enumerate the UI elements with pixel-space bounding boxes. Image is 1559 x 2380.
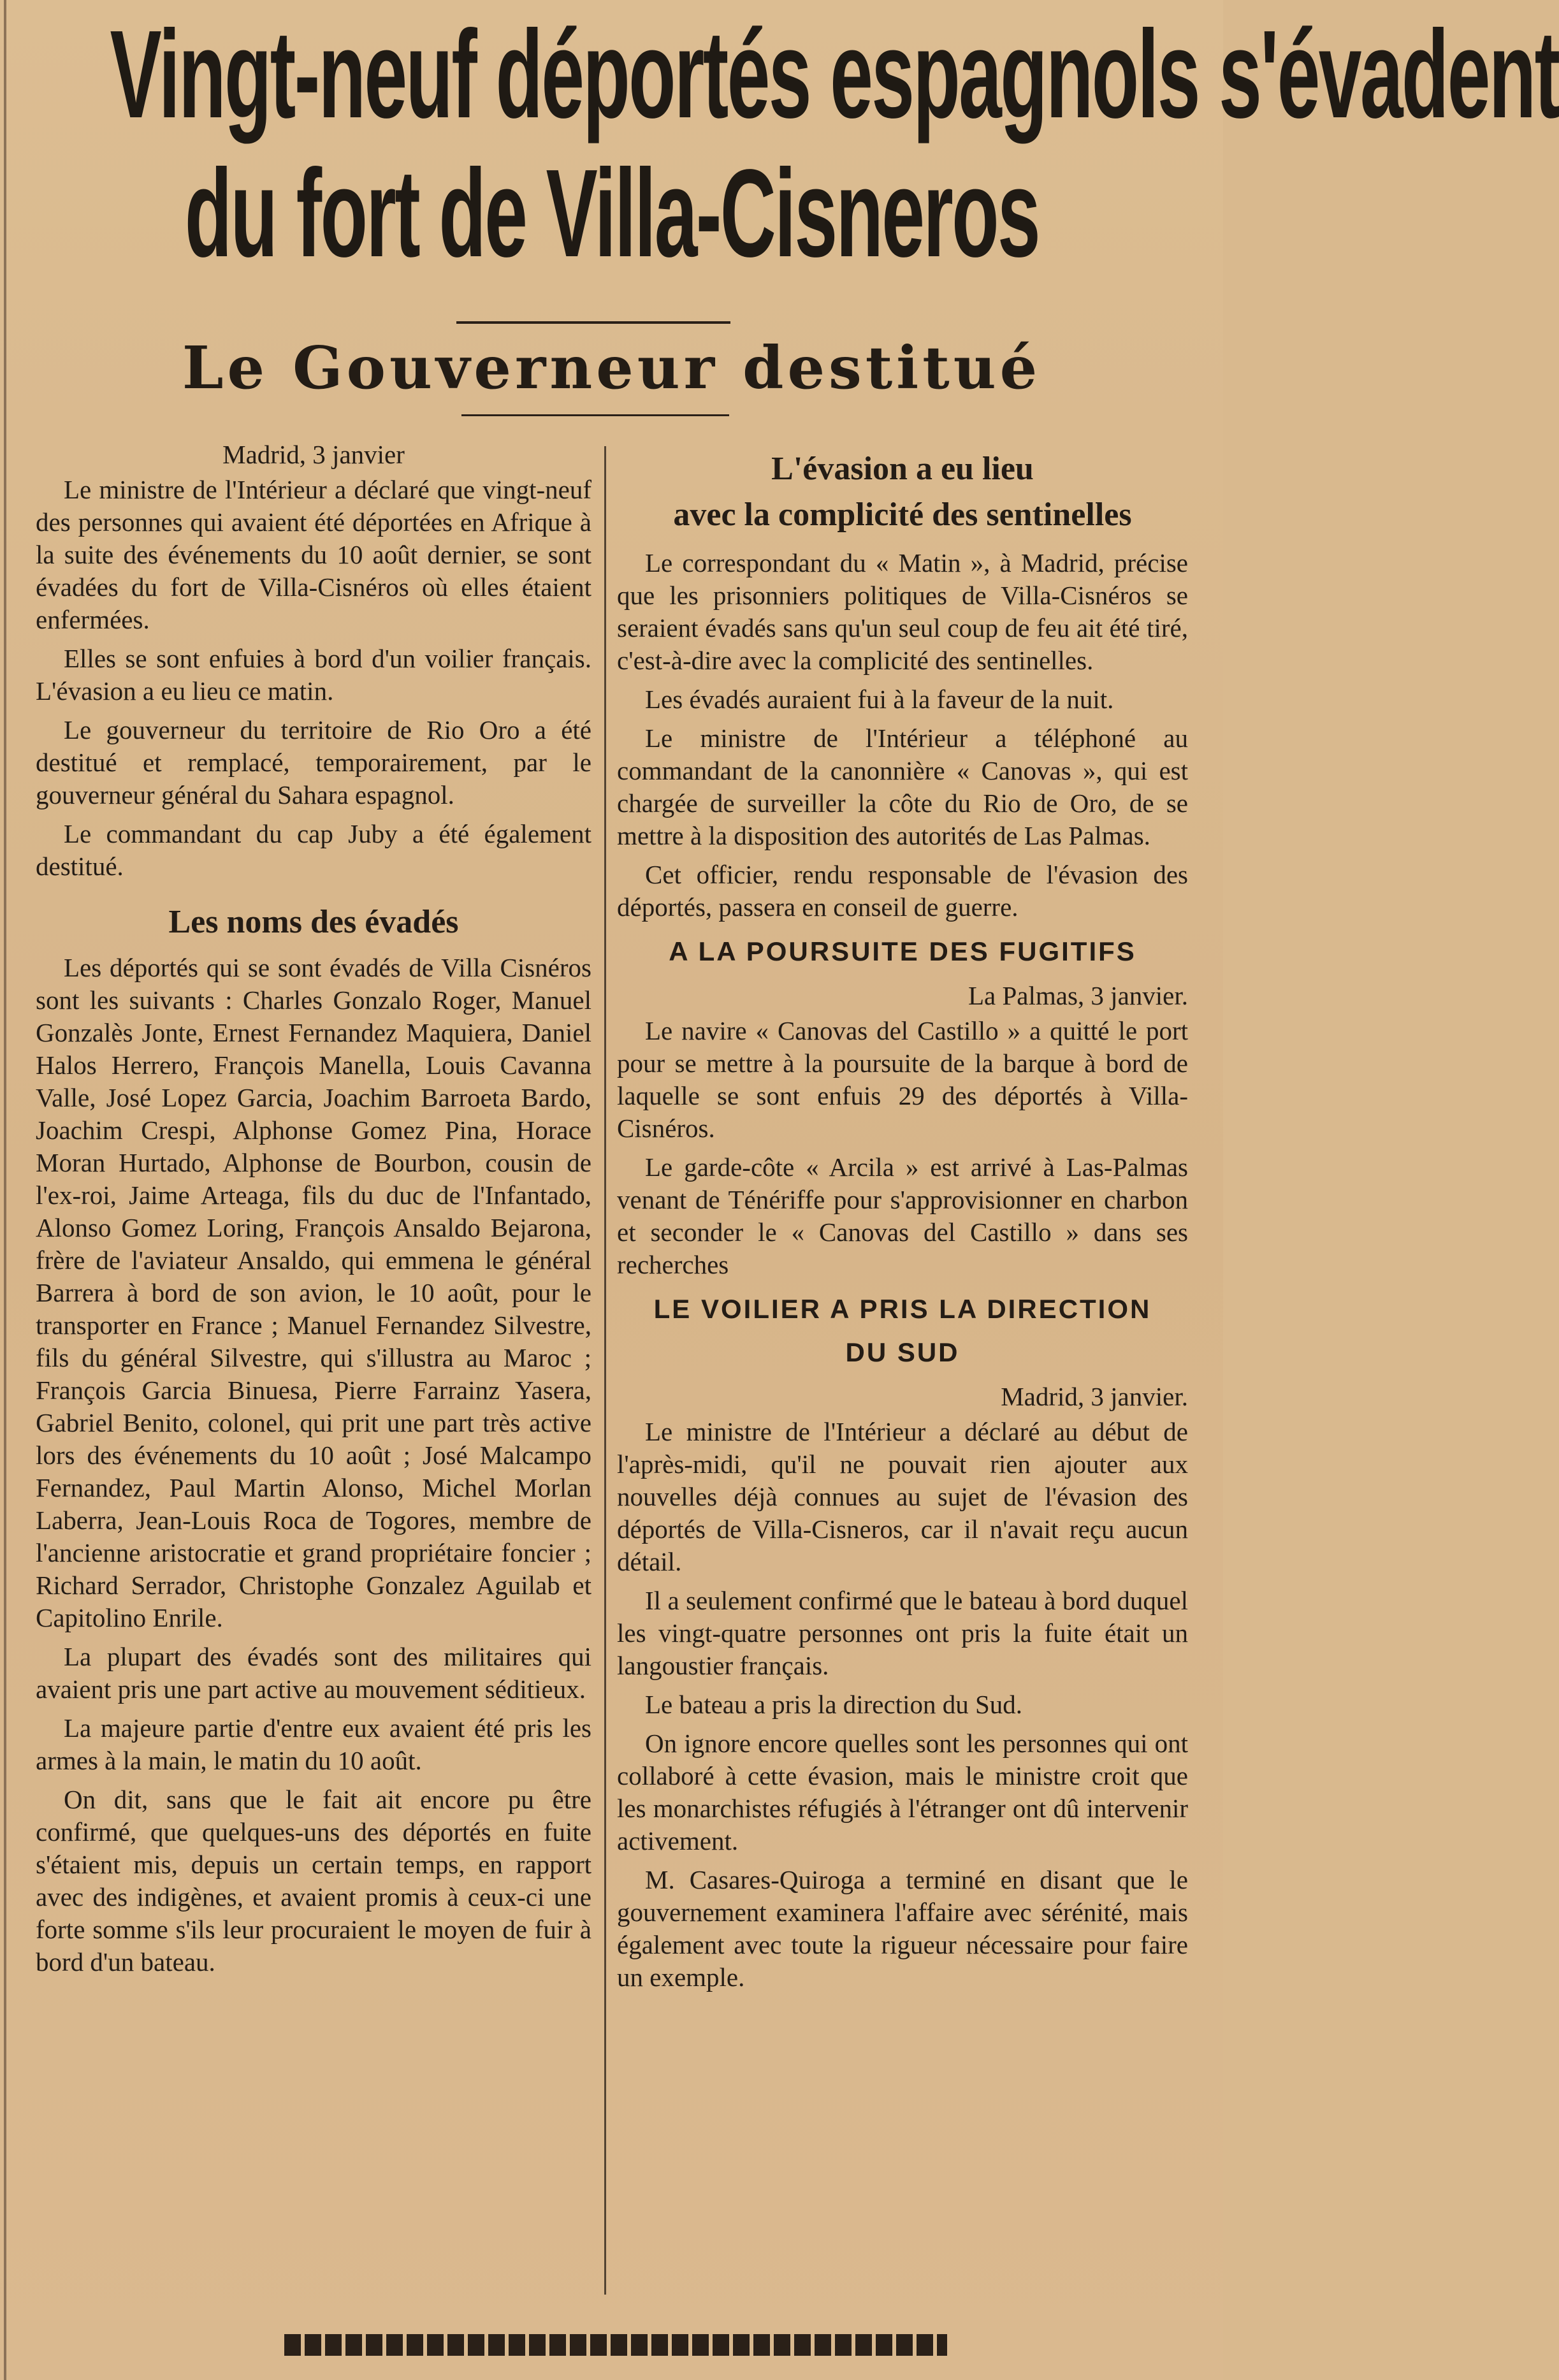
section-heading: A LA POURSUITE DES FUGITIFS xyxy=(669,936,1136,966)
paragraph: Le navire « Canovas del Castillo » a quitté le port pour se mettre à la poursuite de la barque à bord de laquelle se sont enfuis 29 des déportés à Villa-Cisnéros. xyxy=(617,1016,1188,1143)
headline-line-2: du fort de Villa-Cisneros xyxy=(184,143,1040,283)
paragraph: Le ministre de l'Intérieur a téléphoné au commandant de la canonnière « Canovas », qui est chargée de surveiller la côte du Rio de Oro, de se mettre à la disposition des autorités de Las Palmas. xyxy=(617,723,1188,850)
ornamental-rule xyxy=(284,2334,947,2356)
paragraph: Elles se sont enfuies à bord d'un voilier français. L'évasion a eu lieu ce matin. xyxy=(36,644,591,706)
paragraph: Le garde-côte « Arcila » est arrivé à Las-Palmas venant de Ténériffe pour s'approvisionner en charbon et seconder le « Canovas del Castillo » dans ses recherches xyxy=(617,1152,1188,1279)
paragraph: La majeure partie d'entre eux avaient été pris les armes à la main, le matin du 10 août. xyxy=(36,1713,591,1775)
section-heading-line-1: LE VOILIER A PRIS LA DIRECTION xyxy=(653,1294,1152,1324)
dateline: La Palmas, 3 janvier. xyxy=(968,981,1188,1010)
subheadline: Le Gouverneur destitué xyxy=(182,333,1041,402)
paragraph: On dit, sans que le fait ait encore pu être confirmé, que quelques-uns des déportés en fuite s'étaient mis, depuis un certain temps, en rapport avec des indigènes, et avaient promis à ceux-ci une forte somme s'ils leur procuraient le moyen de fuir à bord d'un bateau. xyxy=(36,1785,591,1977)
headline-block xyxy=(0,4,1559,292)
paragraph: Le ministre de l'Intérieur a déclaré au début de l'après-midi, qu'il ne pouvait rien ajouter aux nouvelles déjà connues au sujet de l'évasion des déportés de Villa-Cisneros, car il n'avait reçu aucun détail. xyxy=(617,1417,1188,1576)
dateline: Madrid, 3 janvier xyxy=(222,440,405,469)
paragraph: Le correspondant du « Matin », à Madrid, précise que les prisonniers politiques de Villa-Cisnéros se seraient évadés sans qu'un seul coup de feu ait été tiré, c'est-à-dire avec la complicité des sentinelles. xyxy=(617,548,1188,675)
paragraph: M. Casares-Quiroga a terminé en disant que le gouvernement examinera l'affaire avec sérénité, mais également avec toute la rigueur nécessaire pour faire un exemple. xyxy=(617,1865,1188,1992)
subheadline-divider xyxy=(461,414,729,416)
column-divider xyxy=(604,446,606,2295)
section-heading-line-1: L'évasion a eu lieu xyxy=(771,451,1034,487)
section-heading-line-2: DU SUD xyxy=(845,1337,960,1367)
paragraph: Cet officier, rendu responsable de l'évasion des déportés, passera en conseil de guerre. xyxy=(617,860,1188,922)
paragraph: Il a seulement confirmé que le bateau à bord duquel les vingt-quatre personnes ont pris la fuite était un langoustier français. xyxy=(617,1586,1188,1680)
paragraph: On ignore encore quelles sont les personnes qui ont collaboré à cette évasion, mais le ministre croit que les monarchistes réfugiés à l'étranger ont dû intervenir activement. xyxy=(617,1729,1188,1855)
dateline: Madrid, 3 janvier. xyxy=(1001,1382,1188,1411)
paragraph: Le commandant du cap Juby a été également destitué. xyxy=(36,819,591,881)
section-heading: Les noms des évadés xyxy=(168,904,459,940)
headline-divider xyxy=(456,321,730,324)
right-column xyxy=(617,446,1188,2000)
paragraph: Le bateau a pris la direction du Sud. xyxy=(645,1690,1023,1719)
headline xyxy=(110,4,1559,283)
left-column xyxy=(36,439,591,1985)
headline-line-1: Vingt-neuf déportés espagnols s'évadent xyxy=(110,4,1559,144)
paragraph: Le gouverneur du territoire de Rio Oro a été destitué et remplacé, temporairement, par le gouverneur général du Sahara espagnol. xyxy=(36,715,591,809)
paragraph: Les évadés auraient fui à la faveur de la nuit. xyxy=(645,685,1114,714)
section-heading-line-2: avec la complicité des sentinelles xyxy=(673,497,1132,533)
paragraph: Les déportés qui se sont évadés de Villa Cisnéros sont les suivants : Charles Gonzalo Roger, Manuel Gonzalès Jonte, Ernest Fernandez Maquiera, Daniel Halos Herrero, François Manella, Louis Cavanna Valle, José Lopez Garcia, Joachim Barroeta Bardo, Joachim Crespi, Alphonse Gomez Pina, Horace Moran Hurtado, Alphonse de Bourbon, cousin de l'ex-roi, Jaime Arteaga, fils du duc de l'Infantado, Alonso Gomez Loring, François Ansaldo Bejarona, frère de l'aviateur Ansaldo, qui emmena le général Barrera à bord de son avion, le 10 août, pour le transporter en France ; Manuel Fernandez Silvestre, fils du général Silvestre, qui s'illustra au Maroc ; François Garcia Binuesa, Pierre Farrainz Yasera, Gabriel Benito, colonel, qui prit une part très active lors des événements du 10 août ; José Malcampo Fernandez, Paul Martin Alonso, Michel Morlan Laberra, Jean-Louis Roca de Togores, membre de l'ancienne aristocratie et grand propriétaire foncier ; Richard Serrador, Christophe Gonzalez Aguilab et Capitolino Enrile. xyxy=(36,953,591,1632)
paragraph: La plupart des évadés sont des militaires qui avaient pris une part active au mouvement séditieux. xyxy=(36,1642,591,1704)
paragraph: Le ministre de l'Intérieur a déclaré que vingt-neuf des personnes qui avaient été déportées en Afrique à la suite des événements du 10 août dernier, se sont évadées du fort de Villa-Cisnéros où elles étaient enfermées. xyxy=(36,475,591,634)
